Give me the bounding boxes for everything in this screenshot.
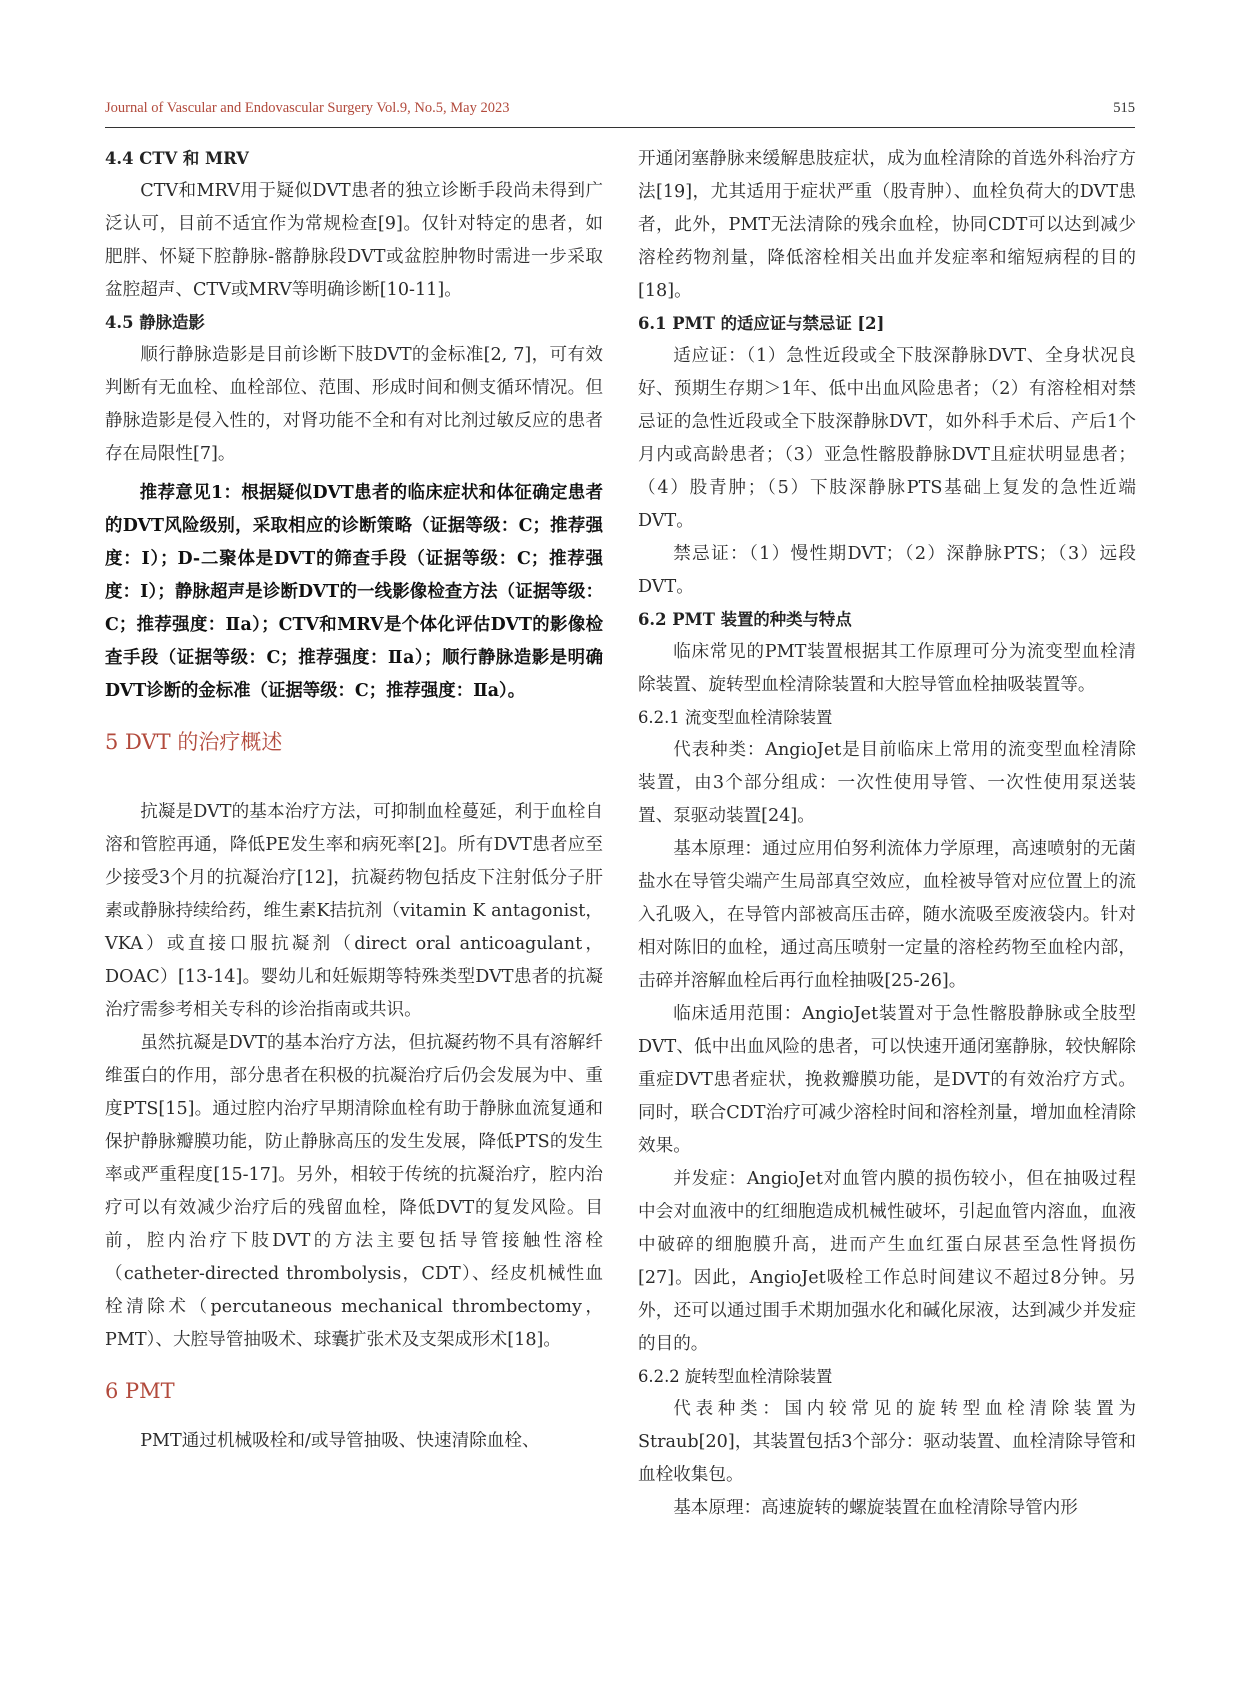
- paragraph-angiojet-types: 代表种类：AngioJet是目前临床上常用的流变型血栓清除装置，由3个部分组成：一次性使用导管、一次性使用泵送装置、泵驱动装置[24]。: [638, 740, 1136, 826]
- heading-4-5: 4.5 静脉造影: [105, 313, 205, 332]
- paragraph-indications: 适应证：（1）急性近段或全下肢深静脉DVT、全身状况良好、预期生存期＞1年、低中出血风险患者；（2）有溶栓相对禁忌证的急性近段或全下肢深静脉DVT，如外科手术后、产后1个月内或高龄患者；（3）亚急性髂股静脉DVT且症状明显患者；（4）股青肿；（5）下肢深静脉PTS基础上复发的急性近端DVT。: [638, 346, 1136, 531]
- running-header: [105, 96, 1135, 126]
- paragraph-pmt-intro: PMT通过机械吸栓和/或导管抽吸、快速清除血栓、: [140, 1431, 540, 1451]
- paragraph-ctv-mrv: CTV和MRV用于疑似DVT患者的独立诊断手段尚未得到广泛认可，目前不适宜作为常规检查[9]。仅针对特定的患者，如肥胖、怀疑下腔静脉-髂静脉段DVT或盆腔肿物时需进一步采取盆腔超声、CTV或MRV等明确诊断[10-11]。: [105, 181, 603, 300]
- paragraph-angiojet-principle: 基本原理：通过应用伯努利流体力学原理，高速喷射的无菌盐水在导管尖端产生局部真空效应，血栓被导管对应位置上的流入孔吸入，在导管内部被高压击碎，随水流吸至废液袋内。针对相对陈旧的血栓，通过高压喷射一定量的溶栓药物至血栓内部，击碎并溶解血栓后再行血栓抽吸[25-26]。: [638, 839, 1136, 991]
- paragraph-endovascular: 虽然抗凝是DVT的基本治疗方法，但抗凝药物不具有溶解纤维蛋白的作用，部分患者在积极的抗凝治疗后仍会发展为中、重度PTS[15]。通过腔内治疗早期清除血栓有助于静脉血流复通和保护静脉瓣膜功能，防止静脉高压的发生发展，降低PTS的发生率或严重程度[15-17]。另外，相较于传统的抗凝治疗，腔内治疗可以有效减少治疗后的残留血栓，降低DVT的复发风险。目前，腔内治疗下肢DVT的方法主要包括导管接触性溶栓（catheter-directed thrombolysis，CDT）、经皮机械性血栓清除术（percutaneous mechanical thrombectomy，PMT）、大腔导管抽吸术、球囊扩张术及支架成形术[18]。: [105, 1033, 603, 1350]
- section-5-heading: 5 DVT 的治疗概述: [105, 730, 283, 754]
- paragraph-pmt-devices: 临床常见的PMT装置根据其工作原理可分为流变型血栓清除装置、旋转型血栓清除装置和大腔导管血栓抽吸装置等。: [638, 642, 1136, 695]
- paragraph-angiojet-complications: 并发症：AngioJet对血管内膜的损伤较小，但在抽吸过程中会对血液中的红细胞造成机械性破坏，引起血管内溶血，血液中破碎的细胞膜升高，进而产生血红蛋白尿甚至急性肾损伤[27]。因此，AngioJet吸栓工作总时间建议不超过8分钟。另外，还可以通过围手术期加强水化和碱化尿液，达到减少并发症的目的。: [638, 1169, 1136, 1354]
- paragraph-venography: 顺行静脉造影是目前诊断下肢DVT的金标准[2, 7]，可有效判断有无血栓、血栓部位、范围、形成时间和侧支循环情况。但静脉造影是侵入性的，对肾功能不全和有对比剂过敏反应的患者存在局限性[7]。: [105, 345, 603, 464]
- heading-6-2-2: 6.2.2 旋转型血栓清除装置: [638, 1367, 833, 1386]
- heading-6-2: 6.2 PMT 装置的种类与特点: [638, 610, 852, 629]
- heading-6-1: 6.1 PMT 的适应证与禁忌证 [2]: [638, 314, 885, 333]
- paragraph-contraindications: 禁忌证：（1）慢性期DVT；（2）深静脉PTS；（3）远段DVT。: [638, 544, 1136, 597]
- section-6-heading: 6 PMT: [105, 1379, 175, 1403]
- heading-6-2-1: 6.2.1 流变型血栓清除装置: [638, 708, 833, 727]
- heading-4-4: 4.4 CTV 和 MRV: [105, 149, 249, 168]
- paragraph-angiojet-scope: 临床适用范围：AngioJet装置对于急性髂股静脉或全肢型DVT、低中出血风险的患者，可以快速开通闭塞静脉，较快解除重症DVT患者症状，挽救瓣膜功能，是DVT的有效治疗方式。同时，联合CDT治疗可减少溶栓时间和溶栓剂量，增加血栓清除效果。: [638, 1004, 1136, 1156]
- left-column: [105, 143, 603, 1458]
- journal-title: Journal of Vascular and Endovascular Surgery Vol.9, No.5, May 2023: [105, 100, 510, 116]
- page-number: 515: [1113, 100, 1135, 116]
- paragraph-pmt-continued: 开通闭塞静脉来缓解患肢症状，成为血栓清除的首选外科治疗方法[19]，尤其适用于症状严重（股青肿）、血栓负荷大的DVT患者，此外，PMT无法清除的残余血栓，协同CDT可以达到减少溶栓药物剂量，降低溶栓相关出血并发症率和缩短病程的目的[18]。: [638, 149, 1136, 301]
- paragraph-straub-types: 代表种类：国内较常见的旋转型血栓清除装置为Straub[20]，其装置包括3个部分：驱动装置、血栓清除导管和血栓收集包。: [638, 1399, 1136, 1485]
- right-column: [638, 143, 1136, 1525]
- paragraph-straub-principle: 基本原理：高速旋转的螺旋装置在血栓清除导管内形: [673, 1498, 1078, 1518]
- header-rule: [105, 127, 1135, 128]
- paragraph-anticoagulation: 抗凝是DVT的基本治疗方法，可抑制血栓蔓延，利于血栓自溶和管腔再通，降低PE发生率和病死率[2]。所有DVT患者应至少接受3个月的抗凝治疗[12]，抗凝药物包括皮下注射低分子肝素或静脉持续给药，维生素K拮抗剂（vitamin K antagonist，VKA）或直接口服抗凝剂（direct oral anticoagulant，DOAC）[13-14]。婴幼儿和妊娠期等特殊类型DVT患者的抗凝治疗需参考相关专科的诊治指南或共识。: [105, 802, 603, 1020]
- recommendation-1: 推荐意见1：根据疑似DVT患者的临床症状和体征确定患者的DVT风险级别，采取相应的诊断策略（证据等级：C；推荐强度：I）；D-二聚体是DVT的筛查手段（证据等级：C；推荐强度：Ⅰ）；静脉超声是诊断DVT的一线影像检查方法（证据等级：C；推荐强度：Ⅱa）；CTV和MRV是个体化评估DVT的影像检查手段（证据等级：C；推荐强度：Ⅱa）；顺行静脉造影是明确DVT诊断的金标准（证据等级：C；推荐强度：Ⅱa）。: [105, 483, 603, 701]
